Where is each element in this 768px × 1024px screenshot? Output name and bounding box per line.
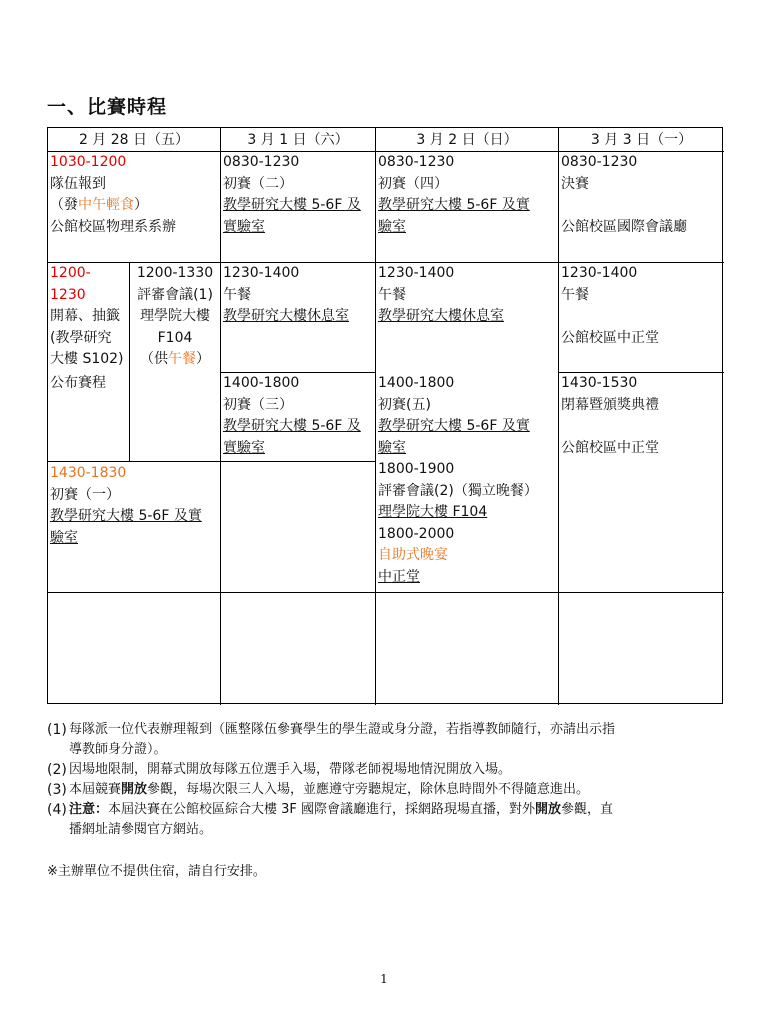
header-feb-28: 2 月 28 日（五） [78, 132, 190, 148]
accommodation-note: ※主辦單位不提供住宿，請自行安排。 [47, 864, 266, 879]
bottom-row-divider [48, 592, 724, 593]
section-title: 一、比賽時程 [47, 96, 168, 118]
mar2-judges-meeting-2-time: 1800-1900 [378, 461, 455, 477]
mar3-closing-ceremony: 1430-1530 閉幕暨頒獎典禮 公館校區中正堂 [561, 375, 659, 456]
feb28-opening: 1200- 1230 開幕、抽籤 (教學研究 大樓 S102) [50, 265, 124, 367]
mar1-lunch: 1230-1400 午餐 教學研究大樓休息室 [223, 265, 349, 324]
notes-list [47, 720, 727, 840]
c1-row-divider-2 [48, 461, 220, 462]
feb28-prelim-1: 1430-1830 初賽（一） 教學研究大樓 5-6F 及實 驗室 [50, 465, 202, 546]
schedule-table [47, 127, 723, 704]
note-3: (3) 本屆競賽開放參觀，每場次限三人入場，並應遵守旁聽規定，除休息時間外不得隨意進出。 [47, 782, 590, 798]
col-divider-1 [220, 128, 221, 705]
note-1: (1) 每隊派一位代表辦理報到（匯整隊伍參賽學生的學生證或身分證，若指導教師隨行，亦請出示指 導教師身分證）。 [47, 722, 616, 757]
header-mar-1: 3 月 1 日（六） [247, 132, 349, 148]
time: 1030-1200 [50, 154, 127, 170]
mar2-prelim-4: 0830-1230 初賽（四） 教學研究大樓 5-6F 及實 驗室 [378, 154, 530, 235]
page-number: 1 [380, 972, 388, 986]
col-divider-3 [558, 128, 559, 705]
mar2-banquet-time: 1800-2000 [378, 525, 455, 542]
note-4: (4) 注意：本屆決賽在公館校區綜合大樓 3F 國際會議廳進行，採網路現場直播，對外開放參觀，直 播網址請參閱官方網站。 [47, 802, 614, 837]
mar2-lunch: 1230-1400 午餐 教學研究大樓休息室 [378, 265, 504, 324]
c2-row-divider-3 [220, 461, 375, 462]
header-mar-2: 3 月 2 日（日） [416, 132, 518, 148]
mar1-prelim-3: 1400-1800 初賽（三） 教學研究大樓 5-6F 及 實驗室 [223, 375, 361, 456]
feb28-judges-meeting-1: 1200-1330 評審會議(1) 理學院大樓 F104 （供午餐） [136, 265, 214, 367]
mar3-final: 0830-1230 決賽 公館校區國際會議廳 [561, 154, 687, 235]
col-divider-2 [375, 128, 376, 705]
mar1-prelim-2: 0830-1230 初賽（二） 教學研究大樓 5-6F 及 實驗室 [223, 154, 361, 235]
header-mar-3: 3 月 3 日（一） [590, 132, 693, 148]
note-2: (2) 因場地限制，開幕式開放每隊五位選手入場，帶隊老師視場地情況開放入場。 [47, 762, 512, 778]
mar3-lunch: 1230-1400 午餐 公館校區中正堂 [561, 265, 659, 346]
feb28-announce-schedule: 公布賽程 [50, 375, 106, 391]
mar2-prelim-5: 1400-1800 初賽(五) 教學研究大樓 5-6F 及實 驗室 1800-1900 評審會議(2)（獨立晚餐） 理學院大樓 F104 1800-2000 自助式晚宴 中正堂 [378, 375, 538, 585]
feb28-registration: 1030-1200 隊伍報到 （發中午輕食） 公館校區物理系系辦 [50, 154, 176, 235]
